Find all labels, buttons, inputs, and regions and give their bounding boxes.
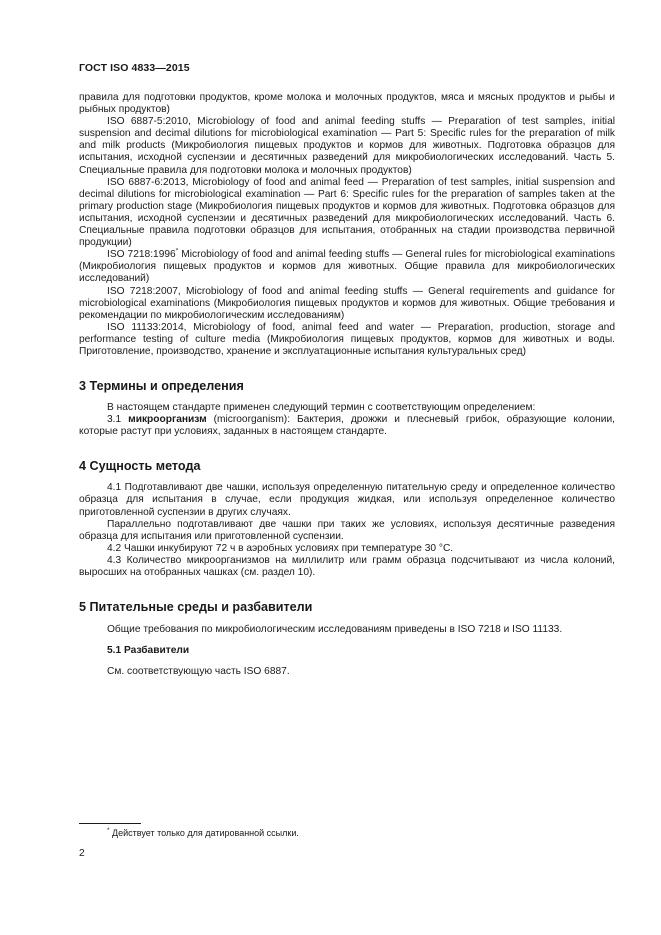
reference-iso-6887-6: ISO 6887-6:2013, Microbiology of food and animal feed — Preparation of test samples, initial suspension and decimal dilutions for microbiological examination — Part 6: Specific rules for the preparation of samples taken at the primary production stage (Микробиология пищевых продуктов и кормов для животных. Подготовка образцов для испытания, исходной суспензии и десятичных разведений для микробиологических исследований. Часть 6. Специальные правила подготовки образцов для испытания, отобранных на стадии производства первичной продукции) xyxy=(79,176,615,249)
section-4-title: 4 Сущность метода xyxy=(79,459,201,474)
subsection-5-1-text: См. соответствующую часть ISO 6887. xyxy=(107,666,290,678)
footnote xyxy=(107,828,299,839)
term-definition xyxy=(79,414,615,438)
document-header: ГОСТ ISO 4833—2015 xyxy=(79,62,190,74)
paragraph-4-1-parallel: Параллельно подготавливают две чашки при таких же условиях, используя десятичные разведения образца для испытания или приготовленной суспензии. xyxy=(79,518,615,542)
reference-iso-7218-1996-id: ISO 7218:1996 xyxy=(107,249,176,261)
reference-iso-7218-1996 xyxy=(79,249,615,285)
paragraph-4-3: 4.3 Количество микроорганизмов на миллилитр или грамм образца подсчитывают из числа колоний, выросших на отобранных чашках (см. раздел 10). xyxy=(79,554,615,578)
reference-iso-7218-2007: ISO 7218:2007, Microbiology of food and animal feeding stuffs — General requirements and guidance for microbiological examinations (Микробиология пищевых продуктов и кормов для животных. Общие требования и рекомендации по микробиологическим исследованиям) xyxy=(79,285,615,321)
section-5-title: 5 Питательные среды и разбавители xyxy=(79,600,313,615)
term-name: микроорганизм xyxy=(128,414,207,426)
page-number: 2 xyxy=(79,848,85,859)
paragraph-4-1: 4.1 Подготавливают две чашки, используя определенную питательную среду и определенное количество образца для испытания в случае, если продукция жидкая, или используя определенное количество приготовленной суспензии в других случаях. xyxy=(79,482,615,518)
section-3-intro: В настоящем стандарте применен следующий термин с соответствующим определением: xyxy=(107,402,536,414)
reference-iso-7218-1996-text: Microbiology of food and animal feeding stuffs — General rules for microbiological examinations (Микробиология пищевых продуктов и кормов для животных. Общие правила для микробиологических исследований) xyxy=(79,249,615,285)
footnote-marker-note: * xyxy=(107,827,110,834)
footnote-divider xyxy=(79,823,141,824)
reference-iso-6887-5: ISO 6887-5:2010, Microbiology of food and animal feeding stuffs — Preparation of test samples, initial suspension and decimal dilutions for microbiological examination — Part 5: Specific rules for the preparation of milk and milk products (Микробиология пищевых продуктов и кормов для животных. Подготовка образцов для испытания, исходной суспензии и десятичных разведений для микробиологических исследований. Часть 5. Специальные правила для подготовки молока и молочных продуктов) xyxy=(79,116,615,176)
section-5-intro: Общие требования по микробиологическим исследованиям приведены в ISO 7218 и ISO 11133. xyxy=(107,624,563,636)
footnote-text: Действует только для датированной ссылки. xyxy=(112,828,299,838)
footnote-marker: * xyxy=(175,247,179,255)
term-definition-text: (microorganism): Бактерия, дрожжи и плесневый грибок, образующие колонии, которые растут при условиях, заданных в настоящем стандарте. xyxy=(79,414,615,438)
paragraph-4-2: 4.2 Чашки инкубируют 72 ч в аэробных условиях при температуре 30 °С. xyxy=(107,542,454,554)
subsection-5-1-title: 5.1 Разбавители xyxy=(107,645,190,657)
reference-iso-11133: ISO 11133:2014, Microbiology of food, animal feed and water — Preparation, production, storage and performance testing of culture media (Микробиология пищевых продуктов, кормов для животных и воды. Приготовление, производство, хранение и эксплуатационные испытания культуральных сред) xyxy=(79,321,615,357)
document-body xyxy=(79,92,615,678)
reference-continuation: правила для подготовки продуктов, кроме молока и молочных продуктов, мяса и мясных продуктов и рыбы и рыбных продуктов) xyxy=(79,92,615,116)
term-number: 3.1 xyxy=(107,414,122,426)
section-3-title: 3 Термины и определения xyxy=(79,379,244,394)
